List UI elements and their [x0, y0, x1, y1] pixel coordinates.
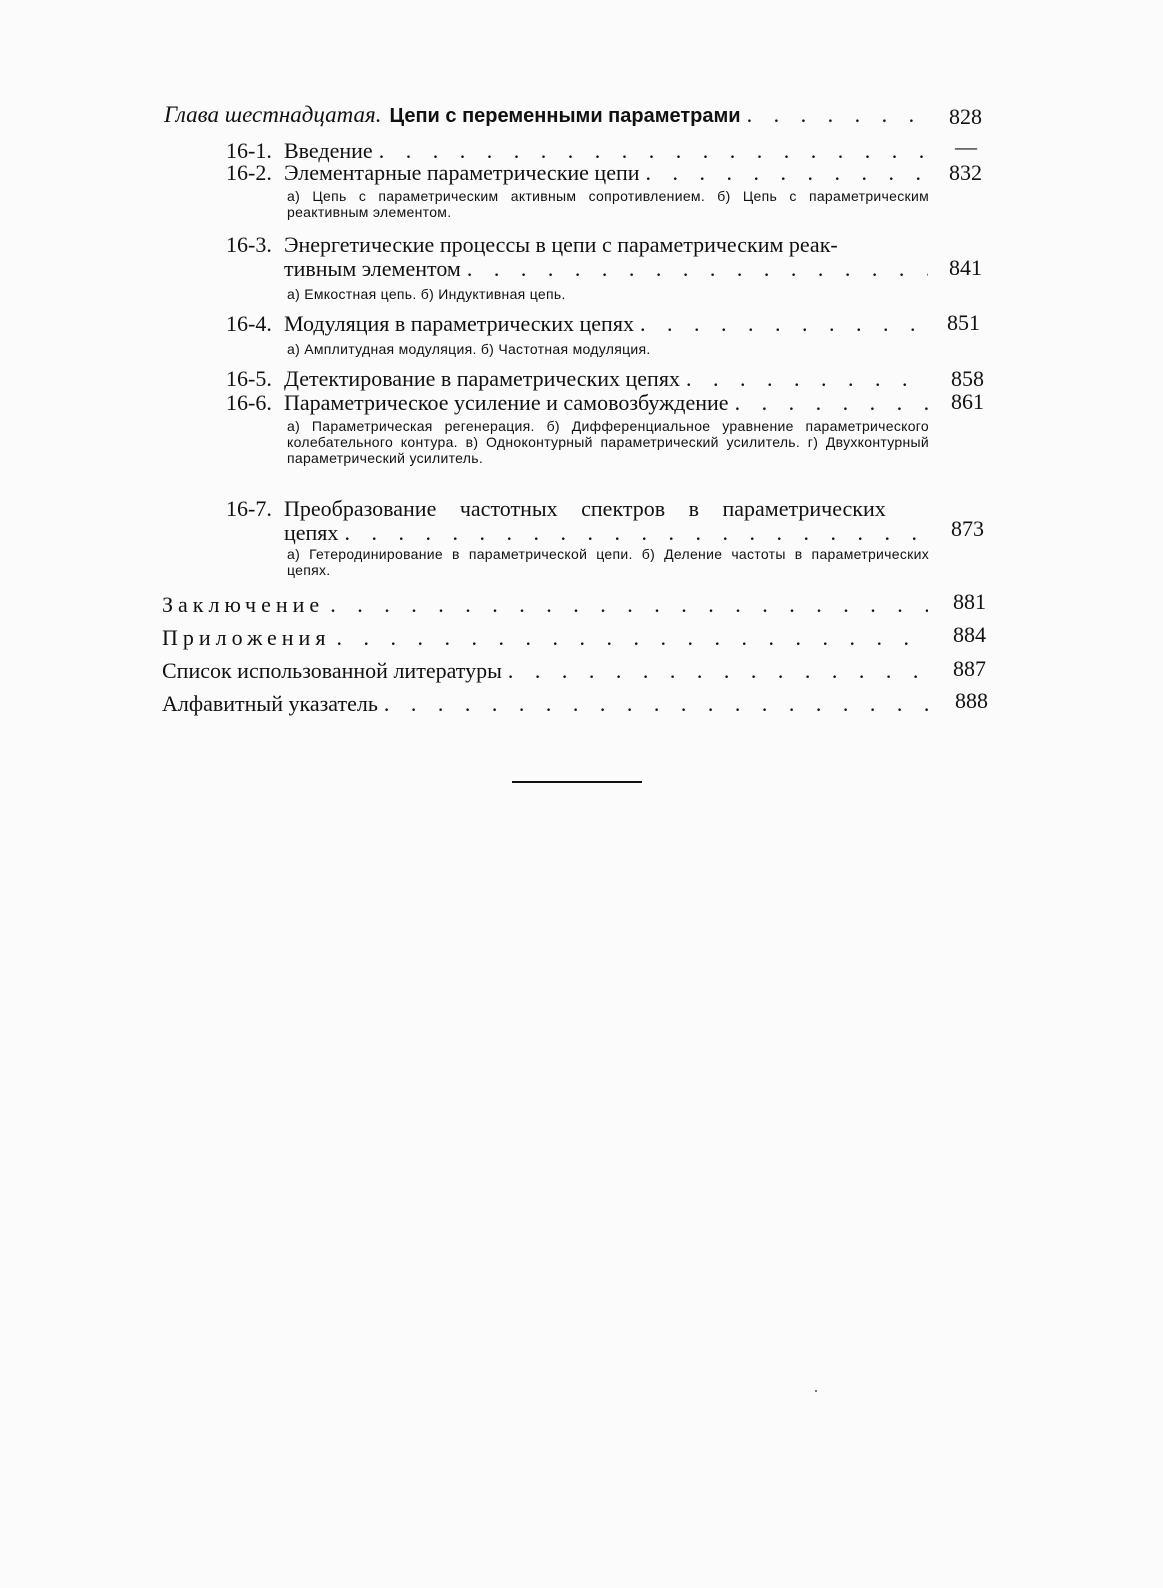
section-number: 16-2. [226, 160, 272, 185]
entry-page-number: 884 [953, 622, 986, 647]
section-page-number: — [955, 134, 977, 159]
toc-entry-16-3-line1[interactable] [226, 232, 936, 258]
section-title: Параметрическое усиление и самовозбуждение [284, 390, 729, 415]
section-page-number: 873 [951, 516, 984, 541]
toc-entry-16-2[interactable] [226, 160, 936, 186]
scan-speck [815, 1390, 817, 1392]
chapter-page-number: 828 [949, 104, 982, 129]
dot-leader [686, 366, 928, 392]
dot-leader [384, 691, 928, 717]
section-page-number: 841 [949, 255, 982, 280]
chapter-heading[interactable] [164, 102, 936, 128]
chapter-title: Цепи с переменными параметрами [389, 105, 741, 127]
entry-title: Заключение [162, 592, 325, 617]
dot-leader [747, 102, 928, 128]
dot-leader [508, 658, 928, 684]
dot-leader [467, 256, 928, 282]
section-number: 16-5. [226, 366, 272, 391]
chapter-prefix: Глава шестнадцатая. [164, 102, 382, 127]
subsection-list: а) Цепь с параметрическим активным сопротивлением. б) Цепь с параметрическим реактивным элементом. [287, 188, 929, 220]
subsection-list: а) Гетеродинирование в параметрической цепи. б) Деление частоты в параметрических цепях. [287, 546, 929, 578]
dot-leader [344, 520, 928, 546]
section-number: 16-4. [226, 311, 272, 336]
section-title-line1: Энергетические процессы в цепи с параметрическим реак- [284, 232, 838, 257]
toc-entry-conclusion[interactable] [162, 592, 936, 618]
toc-entry-16-4[interactable] [226, 311, 936, 337]
entry-page-number: 887 [953, 656, 986, 681]
toc-entry-16-5[interactable] [226, 366, 936, 392]
section-title-line2: цепях [284, 520, 339, 545]
toc-entry-16-7-line2[interactable] [226, 520, 936, 546]
toc-entry-16-7-line1[interactable] [226, 496, 936, 522]
section-page-number: 832 [949, 160, 982, 185]
section-title-line1: Преобразование частотных спектров в параметрических [284, 496, 886, 521]
section-number: 16-6. [226, 390, 272, 415]
section-page-number: 851 [947, 310, 980, 335]
subsection-list: а) Параметрическая регенерация. б) Дифференциальное уравнение параметрического колебательного контура. в) Одноконтурный параметрический усилитель. г) Двухконтурный параметрический усилитель. [287, 418, 929, 466]
toc-entry-references[interactable] [162, 658, 936, 684]
entry-title: Список использованной литературы [162, 658, 502, 683]
toc-entry-appendices[interactable] [162, 625, 936, 651]
dot-leader [646, 160, 928, 186]
section-number: 16-1. [226, 138, 272, 163]
subsection-list: а) Емкостная цепь. б) Индуктивная цепь. [287, 286, 566, 302]
end-rule [512, 781, 642, 783]
section-title: Введение [284, 138, 373, 163]
section-title-line2: тивным элементом [284, 256, 461, 281]
section-title: Детектирование в параметрических цепях [284, 366, 680, 391]
section-page-number: 861 [951, 389, 984, 414]
entry-title: Алфавитный указатель [162, 691, 378, 716]
toc-entry-16-3-line2[interactable] [226, 256, 936, 282]
section-page-number: 858 [951, 366, 984, 391]
dot-leader [640, 311, 928, 337]
entry-page-number: 888 [955, 688, 988, 713]
toc-entry-16-6[interactable] [226, 390, 936, 416]
dot-leader [336, 625, 928, 651]
dot-leader [330, 592, 928, 618]
toc-entry-index[interactable] [162, 691, 936, 717]
section-title: Элементарные параметрические цепи [284, 160, 640, 185]
section-title: Модуляция в параметрических цепях [284, 311, 634, 336]
entry-title: Приложения [162, 625, 331, 650]
section-number: 16-7. [226, 496, 272, 521]
entry-page-number: 881 [953, 589, 986, 614]
section-number: 16-3. [226, 232, 272, 257]
subsection-list: а) Амплитудная модуляция. б) Частотная модуляция. [287, 341, 651, 357]
dot-leader [735, 390, 928, 416]
